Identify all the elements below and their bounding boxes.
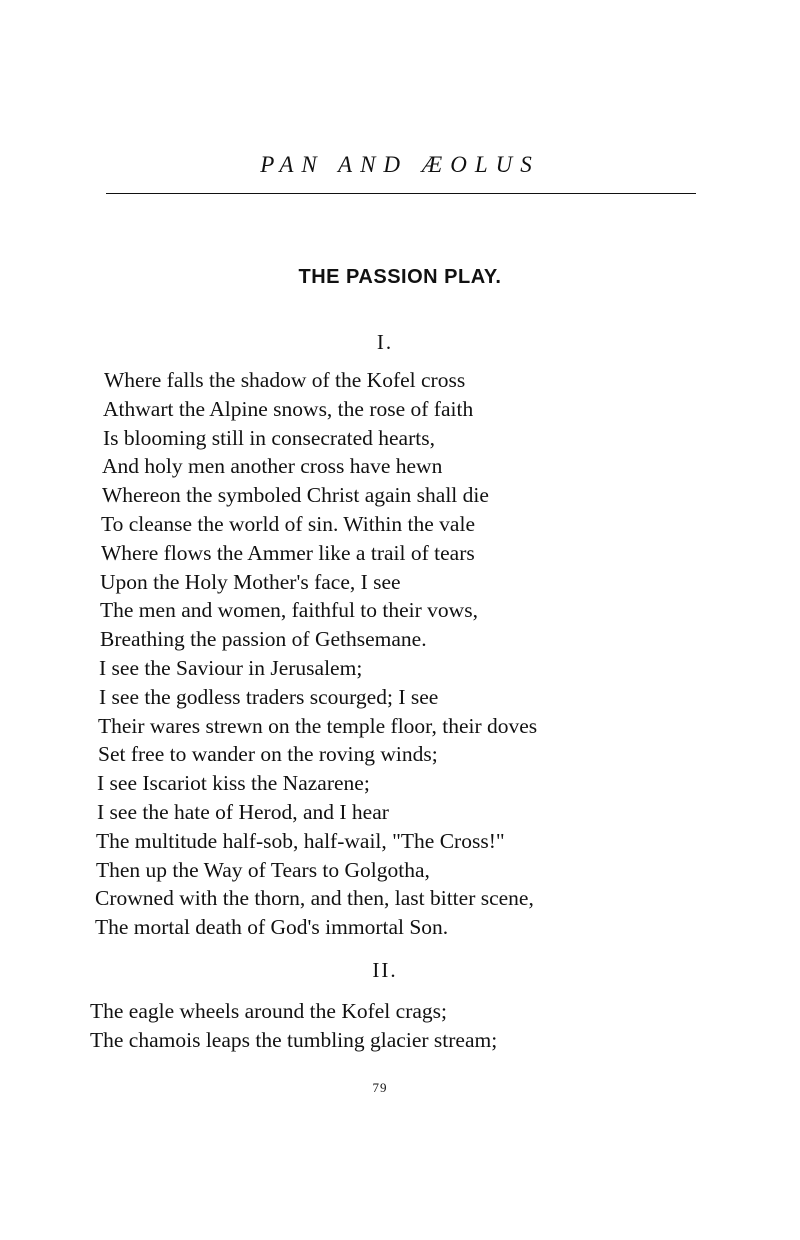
poem-line: I see the Saviour in Jerusalem; <box>99 655 363 680</box>
stanza-1 <box>95 366 538 942</box>
poem-line: Upon the Holy Mother's face, I see <box>100 569 401 594</box>
stanza-2 <box>90 997 497 1055</box>
poem-line: The chamois leaps the tumbling glacier stream; <box>90 1027 498 1052</box>
poem-line: The eagle wheels around the Kofel crags; <box>90 999 447 1023</box>
poem-line: Athwart the Alpine snows, the rose of faith <box>103 396 474 421</box>
header-rule <box>106 193 696 194</box>
section-numeral: II. <box>372 958 398 982</box>
poem-line: Where falls the shadow of the Kofel cross <box>104 368 466 392</box>
poem-line: Where flows the Ammer like a trail of tears <box>101 540 475 565</box>
poem-line: I see the godless traders scourged; I see <box>99 684 439 709</box>
poem-line: Set free to wander on the roving winds; <box>98 742 438 767</box>
poem-line: Their wares strewn on the temple floor, their doves <box>98 713 538 738</box>
poem-line: Whereon the symboled Christ again shall die <box>102 483 489 508</box>
poem-line: The multitude half-sob, half-wail, "The Cross!" <box>96 828 505 853</box>
poem-line: I see the hate of Herod, and I hear <box>97 799 389 824</box>
poem-line: The mortal death of God's immortal Son. <box>95 915 449 940</box>
poem-line: Is blooming still in consecrated hearts, <box>103 425 435 450</box>
poem-title: THE PASSION PLAY. <box>298 266 502 288</box>
poem-line: Breathing the passion of Gethsemane. <box>100 627 427 652</box>
poem-line: And holy men another cross have hewn <box>102 454 443 479</box>
running-head: PAN AND ÆOLUS <box>260 152 540 177</box>
poem-line: Then up the Way of Tears to Golgotha, <box>96 857 430 882</box>
poem-line: Crowned with the thorn, and then, last bitter scene, <box>95 886 534 911</box>
poem-line: I see Iscariot kiss the Nazarene; <box>97 771 370 796</box>
poem-line: The men and women, faithful to their vows, <box>100 598 478 623</box>
poem-line: To cleanse the world of sin. Within the vale <box>101 511 475 536</box>
page-number: 79 <box>372 1080 388 1095</box>
section-numeral: I. <box>376 330 394 354</box>
